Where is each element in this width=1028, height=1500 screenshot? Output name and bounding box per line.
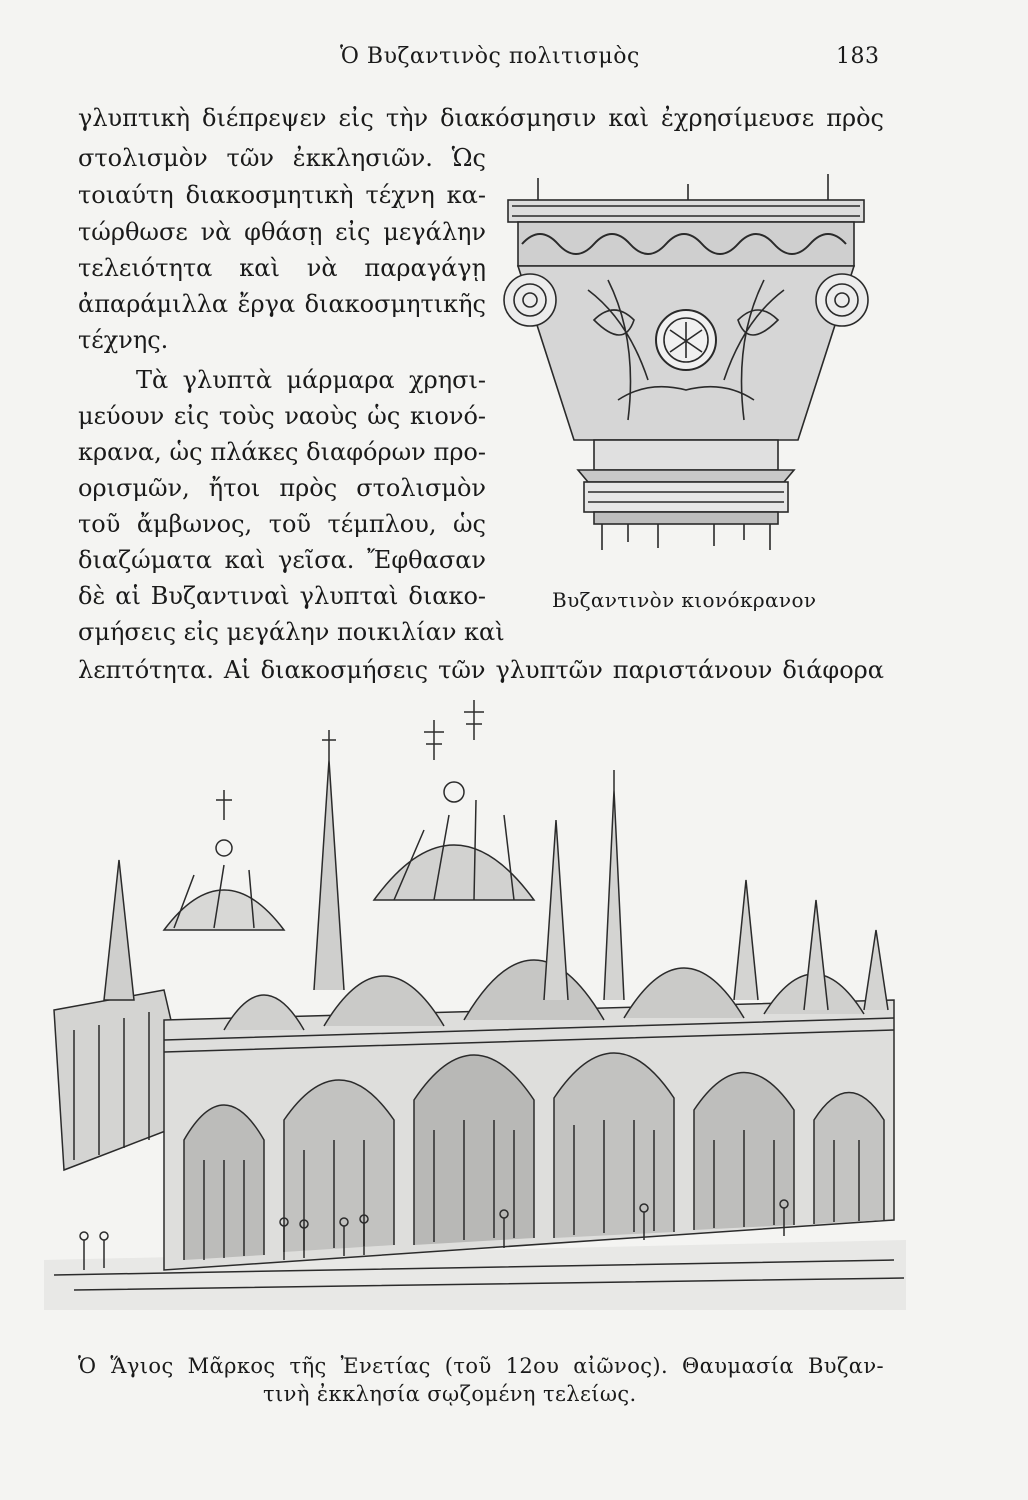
- text-line: διαζώματα καὶ γεῖσα. Ἔφθασαν: [78, 546, 486, 574]
- text-line: ορισμῶν, ἤτοι πρὸς στολισμὸν: [78, 474, 486, 502]
- text-line: Τὰ γλυπτὰ μάρμαρα χρησι-: [136, 366, 486, 394]
- capital-illustration: [498, 170, 874, 580]
- text-line: μεύουν εἰς τοὺς ναοὺς ὡς κιονό-: [78, 402, 486, 430]
- text-line: τοιαύτη διακοσμητικὴ τέχνη κα-: [78, 181, 486, 209]
- text-line: στολισμὸν τῶν ἐκκλησιῶν. Ὡς: [78, 144, 486, 172]
- text-line: σμήσεις εἰς μεγάλην ποικιλίαν καὶ: [78, 618, 505, 646]
- text-line: τώρθωσε νὰ φθάσῃ εἰς μεγάλην: [78, 218, 486, 246]
- running-title: Ὁ Βυζαντινὸς πολιτισμὸς: [340, 44, 640, 69]
- text-line: λεπτότητα. Αἱ διακοσμήσεις τῶν γλυπτῶν παριστάνουν διάφορα: [78, 656, 884, 684]
- capital-caption: Βυζαντινὸν κιονόκρανον: [552, 588, 817, 612]
- page-number: 183: [836, 44, 880, 69]
- text-line: ἀπαράμιλλα ἔργα διακοσμητικῆς: [78, 290, 486, 318]
- text-line: τελειότητα καὶ νὰ παραγάγῃ: [78, 254, 486, 282]
- text-line: τέχνης.: [78, 326, 169, 354]
- text-line: γλυπτικὴ διέπρεψεν εἰς τὴν διακόσμησιν καὶ ἐχρησίμευσε πρὸς: [78, 104, 884, 132]
- text-line: δὲ αἱ Βυζαντιναὶ γλυπταὶ διακο-: [78, 582, 486, 610]
- basilica-caption-line: Ὁ Ἅγιος Μᾶρκος τῆς Ἐνετίας (τοῦ 12ου αἰῶνος). Θαυμασία Βυζαν-: [78, 1354, 884, 1378]
- text-line: τοῦ ἄμβωνος, τοῦ τέμπλου, ὡς: [78, 510, 486, 538]
- text-line: κρανα, ὡς πλάκες διαφόρων προ-: [78, 438, 486, 466]
- basilica-caption-line: τινὴ ἐκκλησία σῳζομένη τελείως.: [263, 1382, 637, 1406]
- basilica-illustration: [44, 700, 906, 1310]
